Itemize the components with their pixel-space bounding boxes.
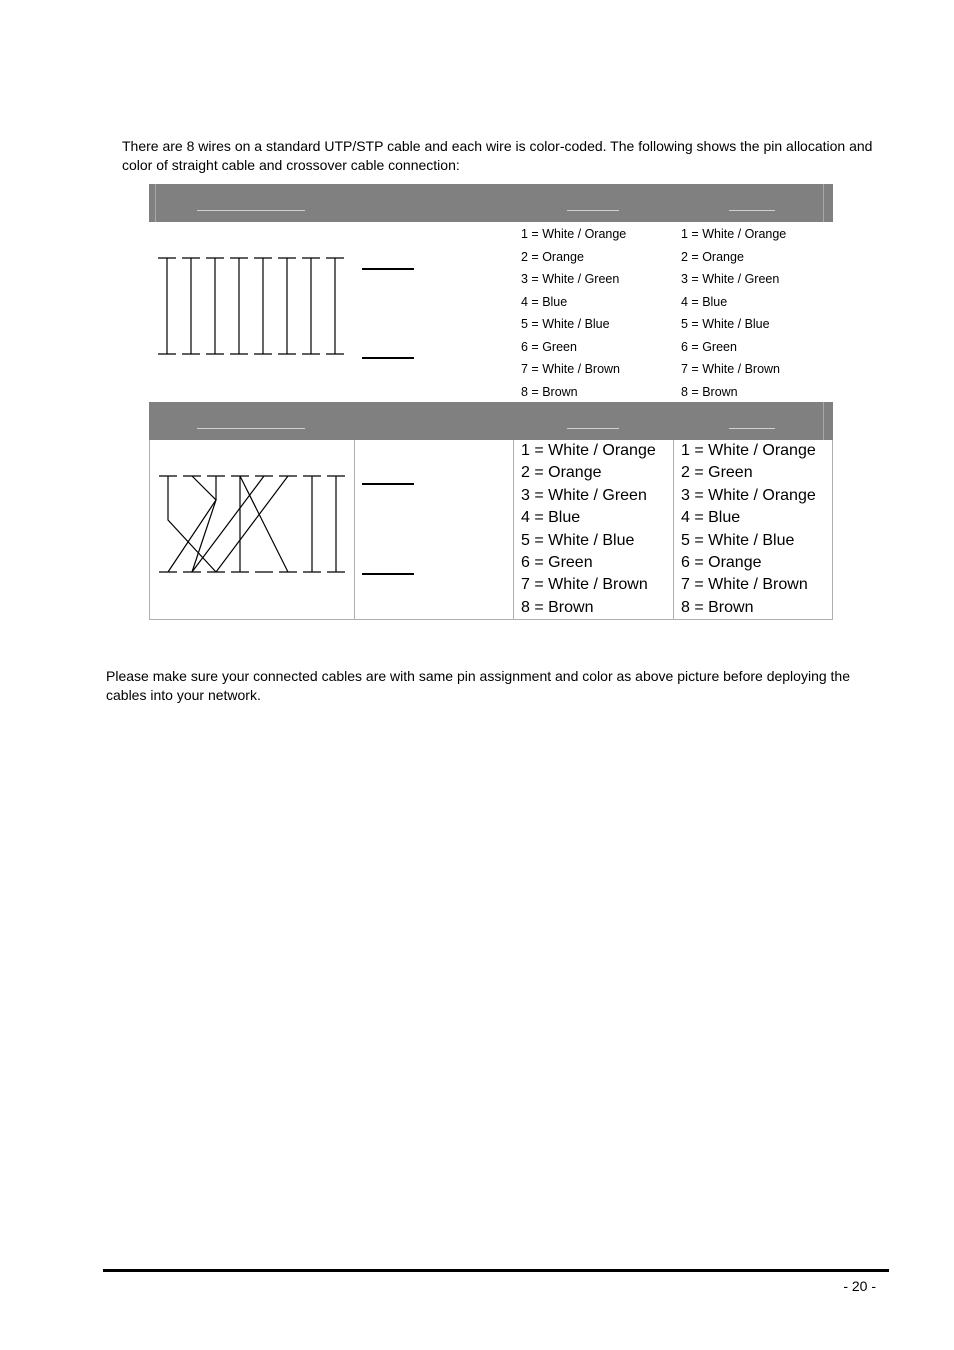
pin-item: 2 = Orange bbox=[681, 249, 744, 264]
crossover-side2-pin-list bbox=[681, 440, 816, 619]
pin-item: 4 = Blue bbox=[681, 509, 741, 527]
pin-item: 5 = White / Blue bbox=[521, 317, 610, 331]
pin-item: 5 = White / Blue bbox=[681, 531, 795, 549]
pin-item: 1 = White / Orange bbox=[681, 227, 787, 241]
pin-item: 3 = White / Green bbox=[521, 486, 647, 504]
pin-item: 7 = White / Brown bbox=[681, 576, 808, 594]
pin-item: 6 = Orange bbox=[681, 553, 762, 571]
pin-item: 8 = Brown bbox=[521, 384, 578, 399]
pin-item: 8 = Brown bbox=[681, 598, 754, 616]
pin-item: 4 = Blue bbox=[681, 294, 728, 309]
pin-item: 7 = White / Brown bbox=[681, 362, 780, 376]
pin-item: 3 = White / Green bbox=[521, 272, 620, 286]
pin-item: 3 = White / Green bbox=[681, 272, 780, 286]
pin-item: 1 = White / Orange bbox=[681, 442, 816, 459]
intro-paragraph: There are 8 wires on a standard UTP/STP cable and each wire is color-coded. The following shows the pin allocation and color of straight cable and crossover cable connection: bbox=[122, 138, 873, 173]
page-number: - 20 - bbox=[843, 1278, 876, 1294]
crossover-wiring-diagram bbox=[158, 470, 348, 580]
pin-item: 6 = Green bbox=[681, 339, 737, 354]
pin-item: 4 = Blue bbox=[521, 294, 568, 309]
pin-item: 4 = Blue bbox=[521, 509, 581, 527]
pin-item: 2 = Green bbox=[681, 464, 753, 482]
straight-wiring-diagram bbox=[157, 252, 347, 362]
pin-item: 5 = White / Blue bbox=[681, 317, 770, 331]
cable-pinout-table bbox=[149, 184, 833, 620]
pin-item: 1 = White / Orange bbox=[521, 442, 656, 459]
crossover-cable-row bbox=[149, 440, 833, 620]
pin-item: 6 = Green bbox=[521, 553, 593, 571]
crossover-side1-pin-list bbox=[521, 440, 656, 619]
pin-item: 1 = White / Orange bbox=[521, 227, 627, 241]
straight-cable-header bbox=[149, 184, 833, 222]
pin-item: 5 = White / Blue bbox=[521, 531, 635, 549]
connector-stub-bottom bbox=[362, 357, 414, 359]
connector-stub-top bbox=[362, 483, 414, 485]
straight-cable-row bbox=[149, 222, 833, 402]
connector-stub-bottom bbox=[362, 573, 414, 575]
pin-item: 6 = Green bbox=[521, 339, 577, 354]
pin-item: 7 = White / Brown bbox=[521, 362, 620, 376]
pin-item: 2 = Orange bbox=[521, 464, 602, 482]
straight-side1-pin-list bbox=[521, 223, 626, 403]
pin-item: 7 = White / Brown bbox=[521, 576, 648, 594]
pin-item: 8 = Brown bbox=[521, 598, 594, 616]
pin-item: 2 = Orange bbox=[521, 249, 584, 264]
closing-paragraph: Please make sure your connected cables are with same pin assignment and color as above picture before deploying the cables into your network. bbox=[106, 668, 850, 703]
straight-side2-pin-list bbox=[681, 223, 786, 403]
footer-rule bbox=[103, 1269, 889, 1272]
crossover-cable-header bbox=[149, 402, 833, 440]
pin-item: 8 = Brown bbox=[681, 384, 738, 399]
pin-item: 3 = White / Orange bbox=[681, 486, 816, 504]
connector-stub-top bbox=[362, 268, 414, 270]
